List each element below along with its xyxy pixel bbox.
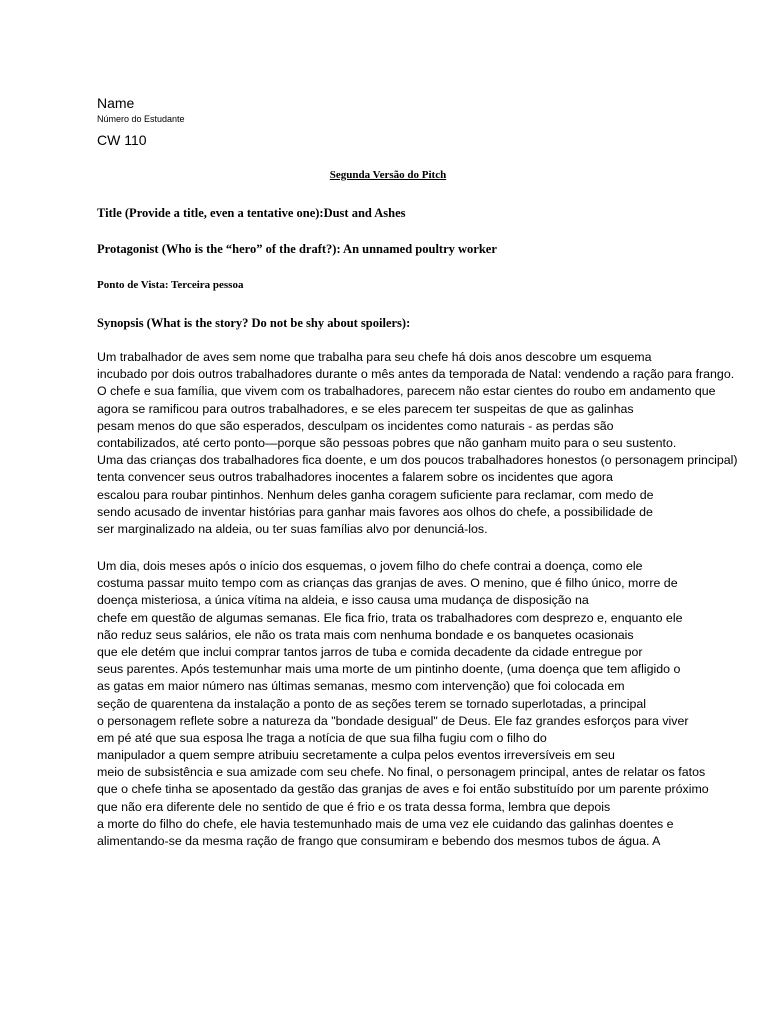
text-line: doença misteriosa, a única vítima na aldeia, e isso causa uma mudança de disposição na (97, 593, 589, 608)
text-line: alimentando-se da mesma ração de frango que consumiram e bebendo dos mesmos tubos de água. A (97, 834, 661, 848)
title-field: Title (Provide a title, even a tentative one):Dust and Ashes (97, 206, 406, 220)
student-name: Name (97, 95, 135, 111)
text-line: tenta convencer seus outros trabalhadores inocentes a falarem sobre os incidentes que agora (97, 470, 613, 485)
text-line: as gatas em maior número nas últimas semanas, mesmo com intervenção) que foi colocada em (97, 679, 625, 694)
text-line: contabilizados, até certo ponto—porque são pessoas pobres que não ganham muito para o seu sustento. (97, 435, 677, 450)
text-line: seção de quarentena da instalação a ponto de as seções terem se tornado superlotadas, a principal (97, 696, 646, 711)
text-line: meio de subsistência e sua amizade com seu chefe. No final, o personagem principal, antes de relatar os fatos (97, 765, 706, 780)
text-line: chefe em questão de algumas semanas. Ele fica frio, trata os trabalhadores com desprezo e, enquanto ele (97, 610, 683, 625)
text-line: pesam menos do que são esperados, desculpam os incidentes como naturais - as perdas são (97, 418, 614, 433)
synopsis-paragraph-1 (97, 349, 738, 538)
course-code: CW 110 (97, 132, 147, 148)
synopsis-heading: Synopsis (What is the story? Do not be shy about spoilers): (97, 316, 411, 330)
point-of-view-field: Ponto de Vista: Terceira pessoa (97, 279, 244, 291)
text-line: que o chefe tinha se aposentado da gestão das granjas de aves e foi então substituído por um parente próximo (97, 782, 709, 797)
text-line: seus parentes. Após testemunhar mais uma morte de um pintinho doente, (uma doença que tem afligido o (97, 662, 681, 677)
text-line: que ele detém que inclui comprar tantos jarros de tuba e comida decadente da cidade entregue por (97, 644, 643, 659)
text-line: em pé até que sua esposa lhe traga a notícia de que sua filha fugiu com o filho do (97, 730, 547, 745)
text-line: costuma passar muito tempo com as crianças das granjas de aves. O menino, que é filho único, morre de (97, 576, 678, 591)
text-line: sendo acusado de inventar histórias para ganhar mais favores aos olhos do chefe, a possibilidade de (97, 504, 653, 519)
document-title-text: Segunda Versão do Pitch (329, 169, 447, 181)
text-line: a morte do filho do chefe, ele havia testemunhado mais de uma vez ele cuidando das galinhas doentes e (97, 816, 674, 831)
synopsis-paragraph-2 (97, 558, 709, 850)
text-line: manipulador a quem sempre atribuiu secretamente a culpa pelos eventos irreversíveis em seu (97, 748, 615, 763)
text-line: escalou para roubar pintinhos. Nenhum deles ganha coragem suficiente para reclamar, com medo de (97, 487, 654, 502)
document-title (0, 169, 768, 181)
text-line: que não era diferente dele no sentido de que é frio e os trata dessa forma, lembra que depois (97, 799, 611, 814)
text-line: incubado por dois outros trabalhadores durante o mês antes da temporada de Natal: vendendo a ração para frango. (97, 367, 735, 382)
protagonist-field: Protagonist (Who is the “hero” of the draft?): An unnamed poultry worker (97, 242, 497, 256)
text-line: Um trabalhador de aves sem nome que trabalha para seu chefe há dois anos descobre um esquema (97, 350, 652, 364)
text-line: Um dia, dois meses após o início dos esquemas, o jovem filho do chefe contrai a doença, como ele (97, 559, 643, 573)
text-line: não reduz seus salários, ele não os trata mais com nenhuma bondade e os banquetes ocasionais (97, 627, 634, 642)
text-line: agora se ramificou para outros trabalhadores, e se eles parecem ter suspeitas de que as galinhas (97, 401, 634, 416)
text-line: O chefe e sua família, que vivem com os trabalhadores, parecem não estar cientes do roubo em andamento que (97, 384, 716, 399)
text-line: Uma das crianças dos trabalhadores fica doente, e um dos poucos trabalhadores honestos (o personagem principal) (97, 453, 738, 468)
text-line: ser marginalizado na aldeia, ou ter suas famílias alvo por denunciá-los. (97, 521, 488, 536)
text-line: o personagem reflete sobre a natureza da "bondade desigual" de Deus. Ele faz grandes esforços para viver (97, 713, 689, 728)
student-number-label: Número do Estudante (97, 114, 185, 124)
